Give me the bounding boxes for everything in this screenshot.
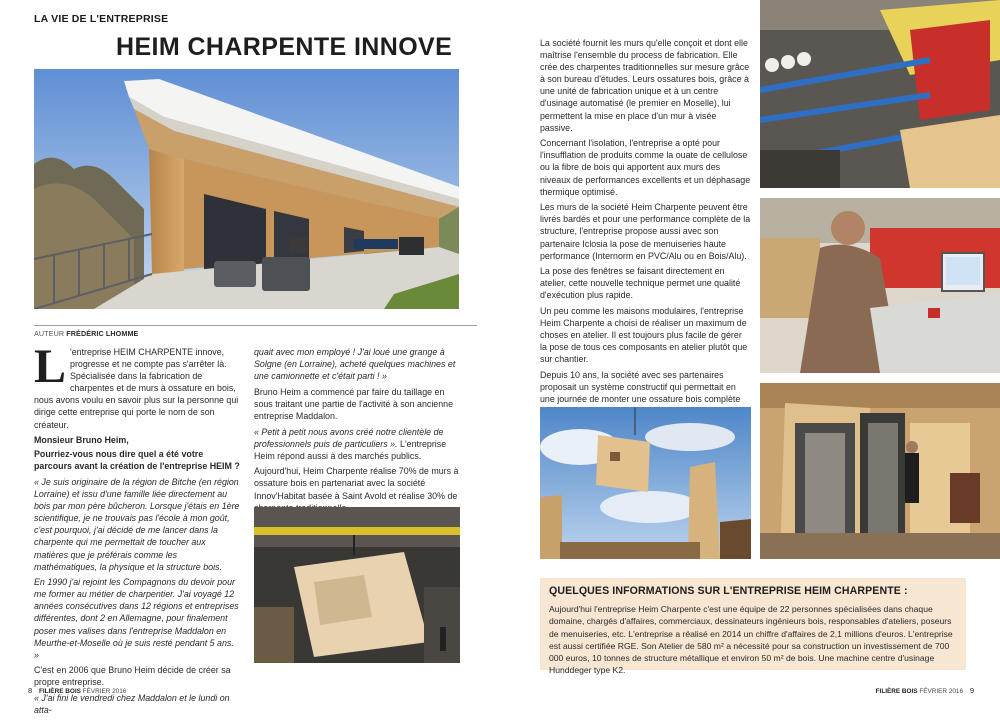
page-number-left: 8 bbox=[28, 686, 33, 695]
info-box-title: QUELQUES INFORMATIONS SUR L'ENTREPRISE HEIM CHARPENTE : bbox=[549, 585, 908, 597]
photo-machinery bbox=[760, 0, 1000, 188]
photo-operator-control-panel bbox=[760, 198, 1000, 373]
answer-paragraph-1: « Je suis originaire de la région de Bitche (en région Lorraine) et issu d'une famille liée directement au bois par mon père bûcheron. Lorsque j'étais en 1ère scientifique, je ne trouvais pas l'école à mon goût, c'est pourquoi, j'ai décidé de me lancer dans la charpente qui me permettait de toucher aux matières que je préférais comme les mathématiques, la physique et la structure bois. bbox=[34, 476, 240, 572]
footer-magazine-right: FILIÈRE BOIS bbox=[875, 688, 918, 695]
body-paragraph: Les murs de la société Heim Charpente peuvent être livrés bardés et pour une performance complète de la structure, l'entreprise propose aussi avec son partenaire Iclosia la pose de menuiseries haute performance (Internorm en PVC/Alu ou en Bois/Alu). bbox=[540, 202, 751, 261]
body-paragraph: Concernant l'isolation, l'entreprise a opté pour l'insufflation de produits comme la ouate de cellulose ou la fibre de bois qui apportent aux murs des niveaux de performances excellents et un déphasage thermique optimisé. bbox=[540, 138, 751, 197]
interview-question: Pourriez-vous nous dire quel a été votre parcours avant la création de l'entreprise HEIM ? bbox=[34, 449, 240, 472]
author-credit bbox=[34, 329, 138, 338]
article-title: HEIM CHARPENTE INNOVE bbox=[116, 33, 453, 61]
photo-workshop-crane bbox=[254, 507, 460, 663]
article-column-2 bbox=[254, 346, 460, 517]
body-paragraph: C'est en 2006 que Bruno Heim décide de créer sa propre entreprise. bbox=[34, 665, 231, 688]
author-name: FRÉDÉRIC LHOMME bbox=[66, 329, 139, 338]
intro-paragraph: 'entreprise HEIM CHARPENTE innove, progresse et ne compte pas s'arrêter là. Spécialisée dans la fabrication de charpentes et de murs à ossature en bois, nous avons voulu en savoir plus sur la personne qui dirige cette entreprise qui porte le nom de son créateur. bbox=[34, 347, 239, 430]
body-paragraph: Un peu comme les maisons modulaires, l'entreprise Heim Charpente a choisi de réaliser un maximum de choses en atelier. Il est toujours plus facile de gérer la pose de tous ces composants en atelier plutôt que sur chantier. bbox=[540, 305, 748, 365]
article-column-1 bbox=[34, 340, 240, 720]
author-divider bbox=[34, 325, 477, 326]
info-box-text: Aujourd'hui l'entreprise Heim Charpente c'est une équipe de 22 personnes spécialisées dans chaque domaine, chargés d'affaires, commerciaux, dessinateurs ingénieurs bois, responsables d'ateliers, poseurs de menuiseries, etc. L'entreprise a réalisé en 2014 un chiffre d'affaires de 2,1 millions d'euros. L'entreprise est aussi certifiée RGE. Son Atelier de 580 m² a nécessité pour sa construction un investissement de 700 000 euros, 10 tonnes de structure métallique et environ 50 m² de bois. Une machine centre d'usinage Hunddeger type K2. bbox=[549, 604, 953, 676]
article-column-3 bbox=[540, 37, 751, 461]
footer-left bbox=[28, 686, 126, 695]
body-paragraph: Bruno Heim a commencé par faire du taillage en sous traitant une partie de l'activité à son ancienne entreprise Maddalon. bbox=[254, 386, 454, 421]
photo-panel-lifting bbox=[540, 407, 751, 559]
body-paragraph: La pose des fenêtres se faisant directement en atelier, cette nouvelle technique permet une qualité d'exécution plus rapide. bbox=[540, 266, 741, 301]
body-paragraph: La société fournit les murs qu'elle conçoit et dont elle maîtrise l'ensemble du process de fabrication. Elle crée des charpentes traditionnelles sur mesure grâce à son bureau d'études. Leurs ossatures bois, grâce à une unité de fabrication unique et à un centre d'usinage automatisé (le premier en Moselle), lui permettent la mise en place d'un mur à visée passive. bbox=[540, 38, 750, 133]
dropcap: L bbox=[34, 340, 67, 393]
footer-magazine-left: FILIÈRE BOIS bbox=[38, 688, 81, 695]
interview-greeting: Monsieur Bruno Heim, bbox=[34, 435, 129, 446]
body-text: L'entreprise Heim répond aussi à des marchés publics. bbox=[254, 438, 447, 461]
page-number-right: 9 bbox=[969, 686, 974, 695]
answer-paragraph-2: En 1990 j'ai rejoint les Compagnons du devoir pour me former au métier de charpentier. J'ai voyagé 12 années consécutives dans 12 régions et entreprises différentes, dont 2 en Allemagne, pour finalement poser mes valises dans l'entreprise Maddalon en Meurthe-et-Moselle où je suis resté pendant 5 ans. » bbox=[34, 577, 239, 660]
photo-windows-installed-workshop bbox=[760, 383, 1000, 559]
footer-date-left: FÉVRIER 2016 bbox=[82, 688, 127, 695]
answer-paragraph-3: « J'ai fini le vendredi chez Maddalon et le lundi on atta- bbox=[34, 693, 230, 716]
body-paragraph: Depuis 10 ans, la société avec ses partenaires proposait un système constructif qui permettait en une journée de monter une ossature bois complète bbox=[540, 369, 741, 405]
footer-date-right: FÉVRIER 2016 bbox=[919, 688, 964, 695]
footer-right bbox=[876, 686, 974, 695]
hero-photo-house-terrace bbox=[34, 69, 459, 309]
quote-text: « Petit à petit nous avons créé notre clientèle de professionnels puis de particuliers ». bbox=[254, 426, 444, 449]
body-paragraph: Aujourd'hui, Heim Charpente réalise 70% de murs à ossature bois en partenariat avec la société Innov'Habitat basée à Saint Avold et réalise 30% de bbox=[254, 466, 459, 501]
section-label: LA VIE DE L'ENTREPRISE bbox=[34, 13, 169, 25]
author-prefix: AUTEUR bbox=[34, 329, 65, 338]
answer-continuation: quait avec mon employé ! J'ai loué une grange à Solgne (en Lorraine), acheté quelques machines et une camionnette et c'était parti ! » bbox=[254, 347, 456, 382]
